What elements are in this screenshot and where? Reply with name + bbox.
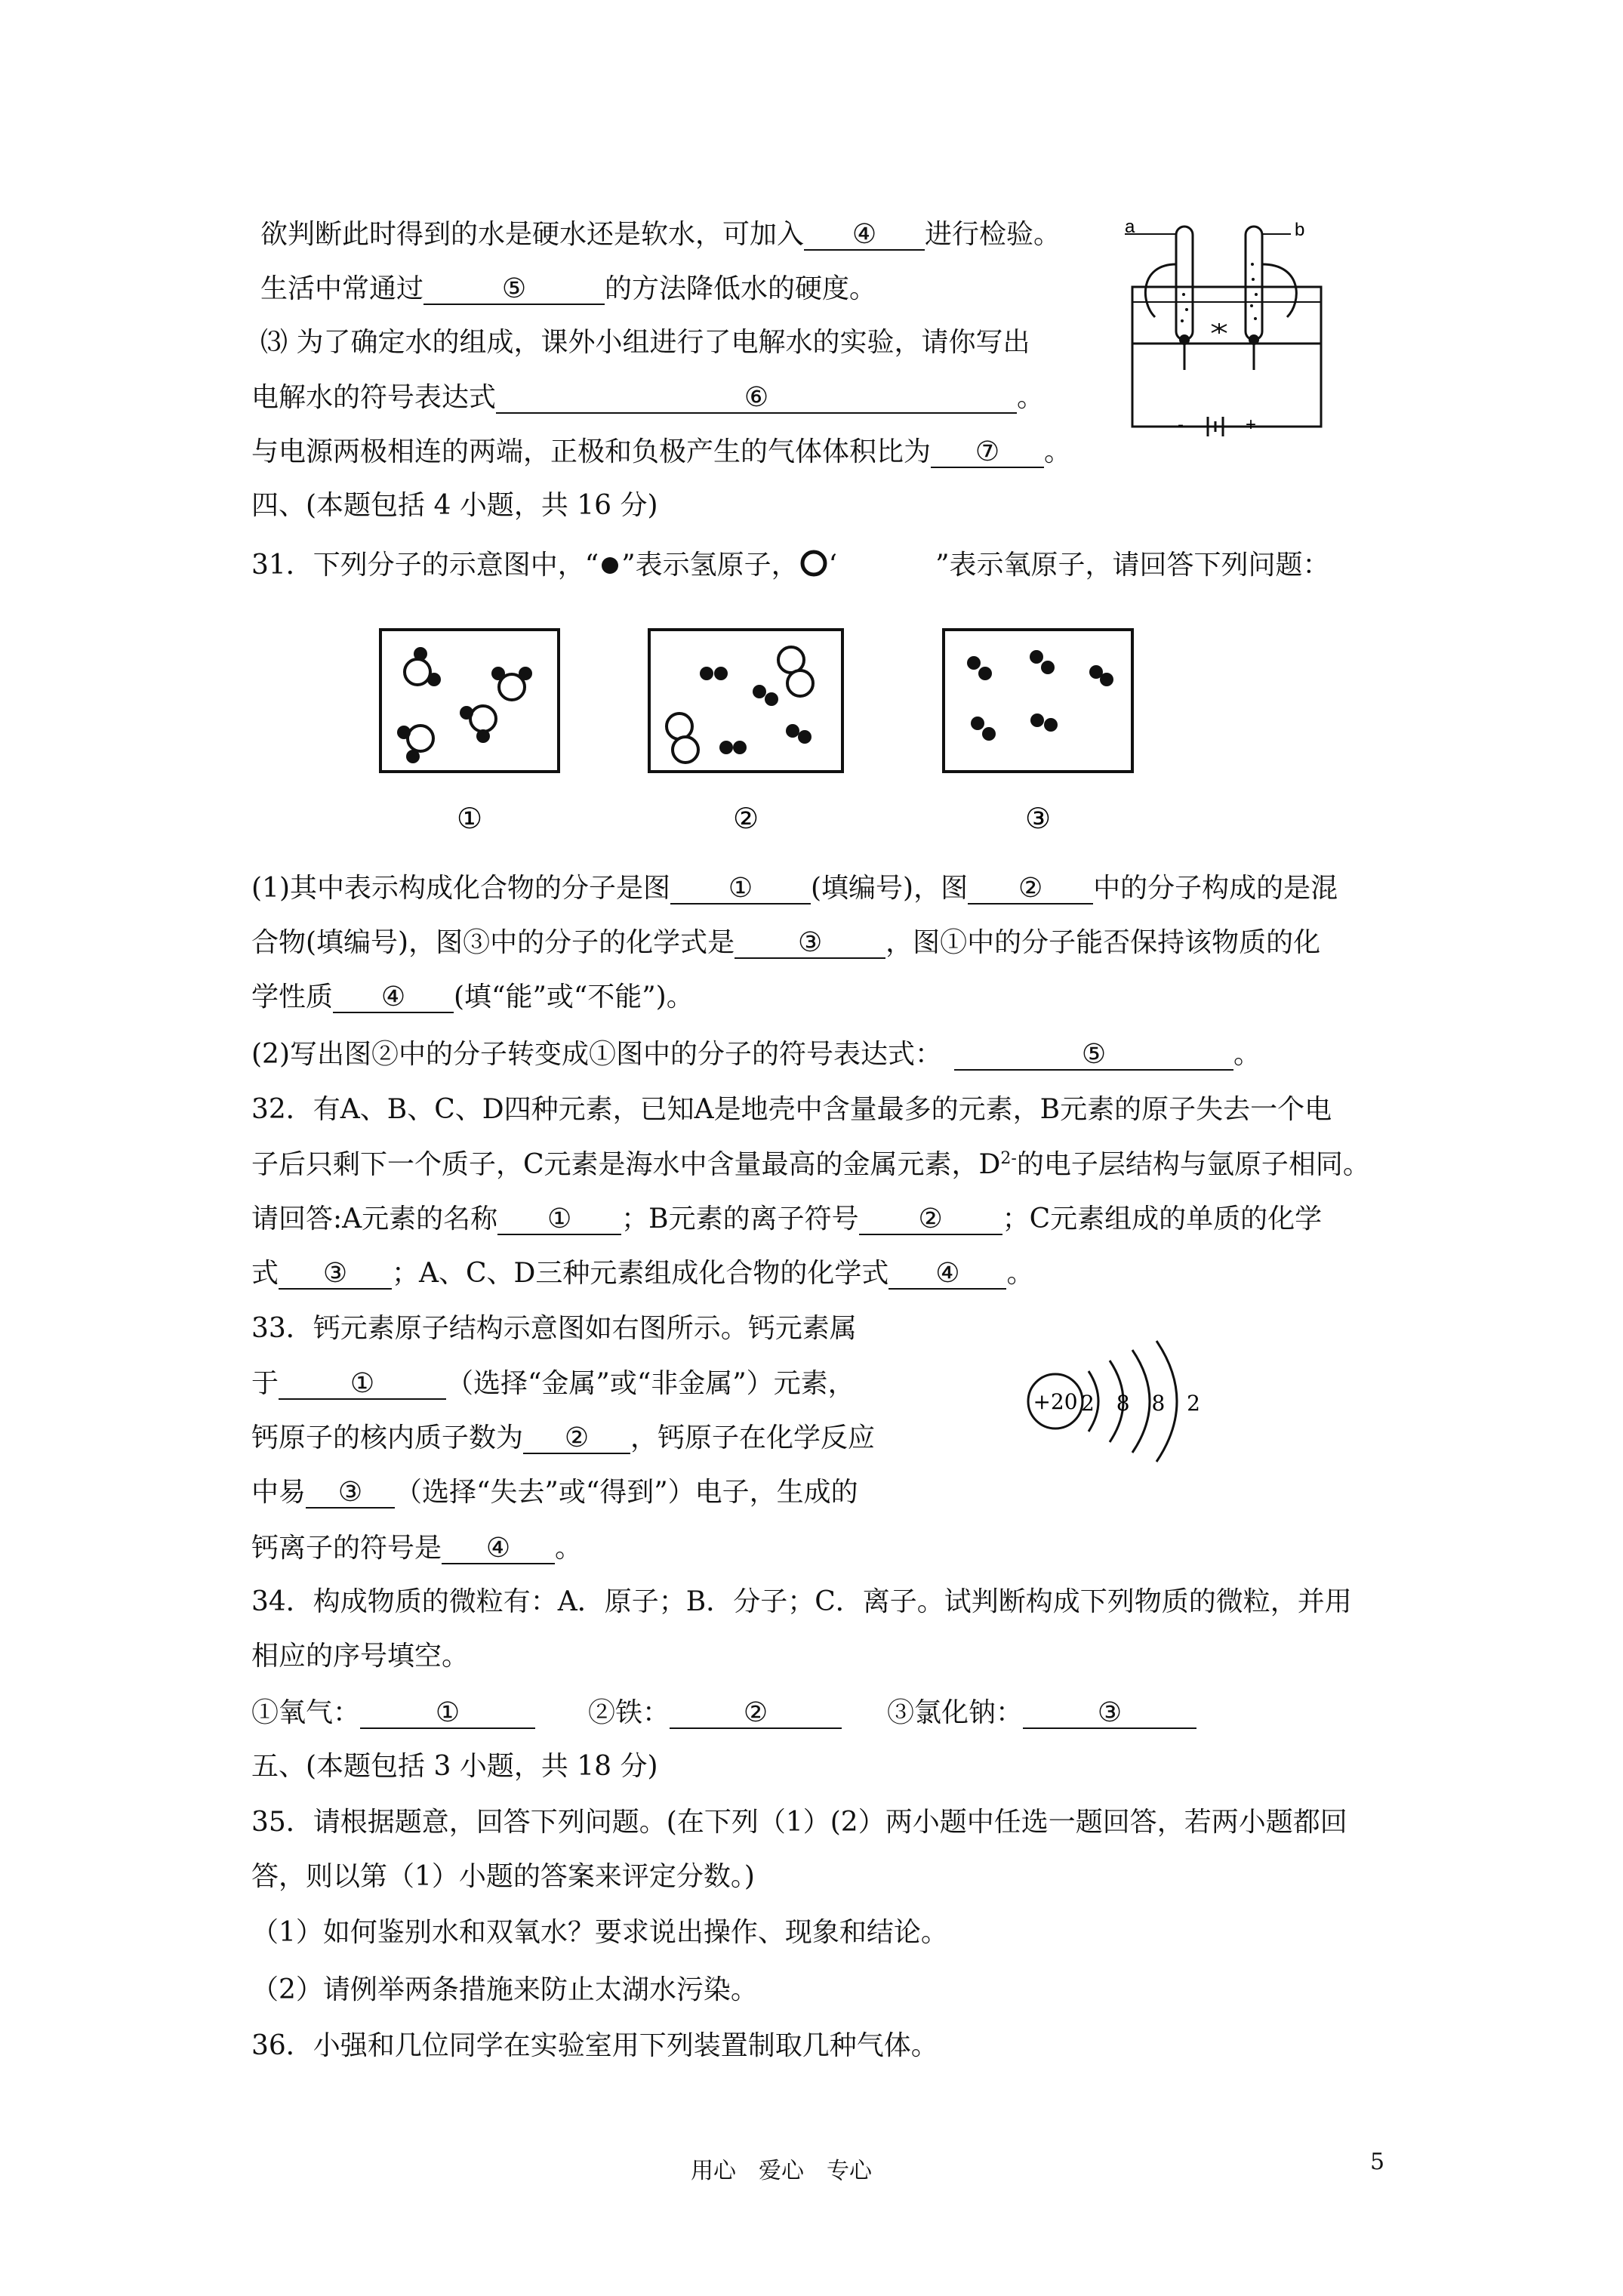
page-number: 5 [1370,2149,1385,2175]
answer-blank[interactable]: ① [670,874,811,905]
question-33-line2: 于 ① （选择“金属”或“非金属”）元素， [251,1368,855,1399]
line-electrolysis-equation: 电解水的符号表达式 ⑥ 。 [251,382,1045,413]
question-31-part1-line1: (1)其中表示构成化合物的分子是图 ① (填编号)，图 ② 中的分子构成的是混 [251,873,1338,904]
line-volume-ratio: 与电源两极相连的两端，正极和负极产生的气体体积比为 ⑦ 。 [251,436,1072,467]
question-32-line2: 子后只剩下一个质子，C元素是海水中含量最高的金属元素，$D^{2-}$的电子层结构与氩原子相同。 [251,1149,1370,1180]
line-electrolysis-intro: ⑶ 为了确定水的组成，课外小组进行了电解水的实验，请你写出 [260,327,1030,358]
line-softening: 生活中常通过 ⑤ 的方法降低水的硬度。 [260,273,877,304]
question-31-stem: 31．下列分子的示意图中，“ ”表示氢原子， ‘ ”表示氧原子，请回答下列问题： [251,550,1330,581]
question-33-line3: 钙原子的核内质子数为 ② ，钙原子在化学反应 [251,1422,876,1453]
electrode-label-b: b [1295,220,1305,240]
electrolysis-apparatus-diagram [1125,219,1329,438]
question-31-part2: (2)写出图②中的分子转变成①图中的分子的符号表达式： ⑤ 。 [251,1039,1261,1070]
question-31-part1-line3: 学性质 ④ (填“能”或“不能”)。 [251,982,694,1012]
answer-blank[interactable]: ⑥ [496,384,1017,414]
answer-blank[interactable]: ① [279,1370,446,1400]
question-35-option2: （2）请例举两条措施来防止太湖水污染。 [251,1974,758,2005]
question-33-line1: 33．钙元素原子结构示意图如右图所示。钙元素属 [251,1313,857,1344]
answer-blank[interactable]: ③ [735,929,885,959]
electrode-label-a: a [1125,219,1135,237]
question-32-line4: 式 ③ ；A、C、D三种元素组成化合物的化学式 ④ 。 [251,1258,1034,1289]
box-3-molecules [967,650,1113,741]
box-2-label: ② [732,802,759,835]
question-33-line4: 中易 ③ （选择“失去”或“得到”）电子，生成的 [251,1477,858,1508]
answer-blank[interactable]: ③ [279,1259,392,1290]
box-1-molecules [397,647,532,763]
electron-shell-counts: 2 8 8 2 [1081,1391,1208,1416]
question-33-line5: 钙离子的符号是 ④ 。 [251,1533,583,1564]
answer-blank[interactable]: ② [523,1424,630,1454]
box-3-label: ③ [1024,802,1052,835]
question-35-line2: 答，则以第（1）小题的答案来评定分数。) [251,1861,755,1892]
molecule-diagrams [370,627,1178,846]
question-35-option1: （1）如何鉴别水和双氧水？要求说出操作、现象和结论。 [251,1917,948,1948]
question-35-line1: 35．请根据题意，回答下列问题。(在下列（1）(2）两小题中任选一题回答，若两小题都回 [251,1807,1347,1838]
answer-blank[interactable]: ① [360,1699,535,1729]
footer-motto: 用心 爱心 专心 [691,2158,872,2184]
answer-blank[interactable]: ② [859,1205,1002,1235]
answer-blank[interactable]: ③ [1023,1699,1196,1729]
answer-blank[interactable]: ④ [888,1259,1006,1290]
question-32-line3: 请回答:A元素的名称 ① ；B元素的离子符号 ② ；C元素组成的单质的化学 [251,1203,1323,1234]
question-36-stem: 36．小强和几位同学在实验室用下列装置制取几种气体。 [251,2030,938,2061]
answer-blank[interactable]: ⑤ [954,1040,1233,1071]
section-four-heading: 四、(本题包括 4 小题，共 16 分) [251,490,658,521]
answer-blank[interactable]: ② [968,874,1093,905]
answer-blank[interactable]: ⑦ [931,438,1044,468]
line-hard-water: 欲判断此时得到的水是硬水还是软水，可加入 ④ 进行检验。 [260,219,1061,250]
box-2-molecules [667,647,813,763]
calcium-atom-structure-diagram [1019,1336,1238,1465]
question-34-line2: 相应的序号填空。 [251,1641,470,1672]
question-32-line1: 32．有A、B、C、D四种元素，已知A是地壳中含量最多的元素，B元素的原子失去一个电 [251,1094,1332,1125]
answer-blank[interactable]: ③ [306,1478,395,1509]
minus-terminal-label: - [1178,415,1184,435]
answer-blank[interactable]: ① [497,1205,621,1235]
answer-blank[interactable]: ④ [442,1534,555,1564]
answer-blank[interactable]: ④ [804,220,925,251]
question-34-line3: ①氧气： ① ②铁： ② ③氯化钠： ③ [251,1699,1196,1729]
box-1-frame [380,630,559,772]
hydrogen-atom-icon [599,554,621,577]
box-1-label: ① [456,802,483,835]
answer-blank[interactable]: ② [670,1699,842,1729]
question-34-line1: 34．构成物质的微粒有：A．原子；B．分子；C．离子。试判断构成下列物质的微粒，并用 [251,1586,1352,1617]
nucleus-charge: +20 [1033,1389,1078,1414]
question-31-part1-line2: 合物(填编号)，图③中的分子的化学式是 ③ ，图①中的分子能否保持该物质的化 [251,927,1321,958]
answer-blank[interactable]: ④ [333,983,454,1013]
oxygen-atom-icon [799,548,829,578]
plus-terminal-label: + [1246,415,1257,435]
stray-quote-mark: ‘ [828,550,838,581]
section-five-heading: 五、(本题包括 3 小题，共 18 分) [251,1751,658,1782]
answer-blank[interactable]: ⑤ [423,275,605,305]
